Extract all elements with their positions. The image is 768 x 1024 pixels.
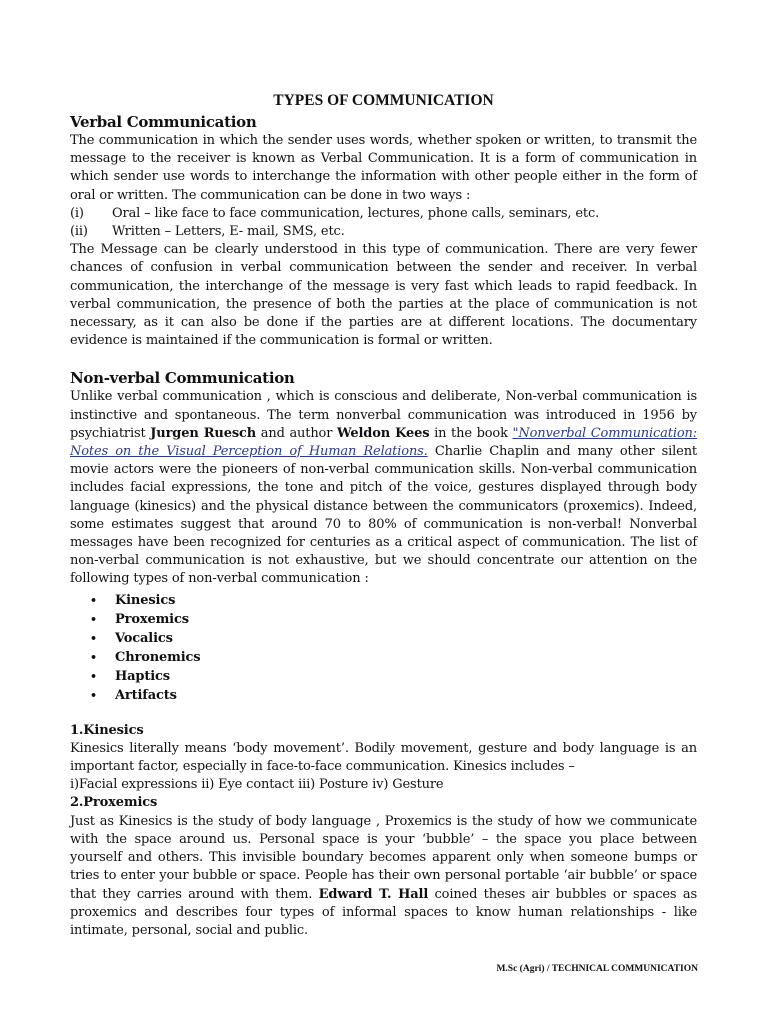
bullet-icon: • xyxy=(90,669,97,683)
verbal-way-item xyxy=(70,223,697,241)
verbal-way-item xyxy=(70,205,697,223)
verbal-paragraph-1: The communication in which the sender uses words, whether spoken or written, to transmit the message to the receiver is known as Verbal Communication. It is a form of communication in which sender use words to interchange the information with other people either in the form of oral or written. The communication can be done in two ways : xyxy=(70,133,697,203)
proxemics-text-a: Just as Kinesics is the study of body language , Proxemics is the study of how we communicate with the space around us. Personal space is your ‘bubble’ – the space you place between yourself and others. This invisible boundary becomes apparent only when someone bumps or tries to enter your bubble or space. People has their own personal portable ‘air bubble’ or space that they carries around with them. xyxy=(70,813,697,902)
list-item-label: Chronemics xyxy=(115,649,201,665)
author-name-ruesch: Jurgen Ruesch xyxy=(150,425,257,441)
kinesics-paragraph: Kinesics literally means ‘body movement’. Bodily movement, gesture and body language is an important factor, especially in face-to-face communication. Kinesics includes – xyxy=(70,740,697,775)
bullet-icon: • xyxy=(90,688,97,702)
nonverbal-text-b: and author xyxy=(256,425,337,441)
verbal-way-text: Oral – like face to face communication, lectures, phone calls, seminars, etc. xyxy=(112,205,600,221)
list-item xyxy=(90,629,697,648)
verbal-way-number: (i) xyxy=(70,205,84,221)
list-item xyxy=(90,610,697,629)
proxemics-text-b: coined theses air bubbles or spaces as proxemics and describes four types of informal spaces to know human relationships - like intimate, personal, social and public. xyxy=(70,886,697,938)
bullet-icon: • xyxy=(90,593,97,607)
page-footer: M.Sc (Agri) / TECHNICAL COMMUNICATION xyxy=(496,964,698,974)
document-body xyxy=(70,92,697,940)
list-item xyxy=(90,686,697,705)
proxemics-paragraph xyxy=(70,813,697,940)
author-name-hall: Edward T. Hall xyxy=(318,886,429,902)
list-item xyxy=(90,648,697,667)
page-title: TYPES OF COMMUNICATION xyxy=(273,92,494,109)
author-name-kees: Weldon Kees xyxy=(337,425,430,441)
list-item xyxy=(90,591,697,610)
verbal-paragraph-2: The Message can be clearly understood in this type of communication. There are very fewer chances of confusion in verbal communication between the sender and receiver. In verbal communication, the interchange of the message is very fast which leads to rapid feedback. In verbal communication, the presence of both the parties at the place of communication is not necessary, as it can also be done if the parties are at different locations. The documentary evidence is maintained if the communication is formal or written. xyxy=(70,242,697,349)
verbal-heading: Verbal Communication xyxy=(70,113,257,131)
list-item-label: Artifacts xyxy=(115,687,177,703)
book-title-link[interactable]: "Nonverbal Communication: Notes on the Visual Perception of Human Relations. xyxy=(70,425,697,460)
proxemics-heading: 2.Proxemics xyxy=(70,795,158,811)
nonverbal-types-list xyxy=(70,591,697,705)
bullet-icon: • xyxy=(90,631,97,645)
list-item-label: Haptics xyxy=(115,668,170,684)
nonverbal-text-d: Charlie Chaplin and many other silent movie actors were the pioneers of non-verbal communication skills. Non-verbal communication includes facial expressions, the tone and pitch of the voice, gestures displayed through body language (kinesics) and the physical distance between the communicators (proxemics). Indeed, some estimates suggest that around 70 to 80% of communication is non-verbal! Nonverbal messages have been recognized for centuries as a critical aspect of communication. The list of non-verbal communication is not exhaustive, but we should concentrate our attention on the following types of non-verbal communication : xyxy=(70,444,697,587)
verbal-way-number: (ii) xyxy=(70,224,88,240)
verbal-ways-list xyxy=(70,205,697,241)
list-item xyxy=(90,667,697,686)
bullet-icon: • xyxy=(90,612,97,626)
nonverbal-text-c: in the book xyxy=(429,425,513,441)
verbal-way-text: Written – Letters, E- mail, SMS, etc. xyxy=(112,224,345,240)
list-item-label: Vocalics xyxy=(115,630,173,646)
nonverbal-heading: Non-verbal Communication xyxy=(70,369,295,388)
bullet-icon: • xyxy=(90,650,97,664)
list-item-label: Kinesics xyxy=(115,592,176,608)
list-item-label: Proxemics xyxy=(115,611,189,627)
nonverbal-paragraph xyxy=(70,388,697,588)
kinesics-heading: 1.Kinesics xyxy=(70,722,144,738)
kinesics-list: i)Facial expressions ii) Eye contact iii) Posture iv) Gesture xyxy=(70,777,444,793)
nonverbal-text-a: Unlike verbal communication , which is conscious and deliberate, Non-verbal communication is instinctive and spontaneous. The term nonverbal communication was introduced in 1956 by psychiatrist xyxy=(70,389,697,441)
